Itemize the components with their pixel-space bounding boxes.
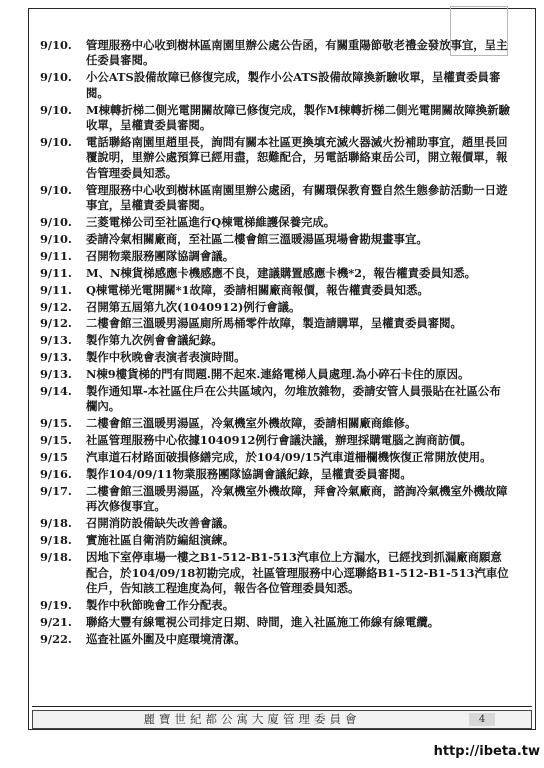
entry-date: 9/18. — [40, 516, 72, 531]
entry-text: 製作中秋節晚會工作分配表。 — [86, 597, 235, 612]
entry-text: 二樓會館三溫暖男湯區，冷氣機室外機故障，委請相關廠商維修。 — [86, 416, 417, 431]
log-entry — [40, 433, 510, 448]
entry-text: 實施社區自衛消防編組演練。 — [86, 533, 235, 548]
entry-text: N棟9樓貨梯的門有問題.開不起來.連絡電梯人員處理.為小碎石卡住的原因。 — [86, 367, 470, 382]
entry-text: 小公ATS設備故障已修復完成，製作小公ATS設備故障換新驗收單，呈權責委員審閱。 — [86, 70, 501, 100]
entry-date: 9/11. — [40, 265, 72, 280]
entry-text: M、N棟貨梯感應卡機感應不良，建議購置感應卡機*2，報告權責委員知悉。 — [86, 265, 477, 280]
entry-date: 9/10. — [40, 38, 72, 52]
entry-date: 9/17. — [40, 483, 72, 498]
entry-date: 9/21. — [40, 614, 72, 629]
entry-text: 製作通知單-本社區住戶在公共區域內，勿堆放雜物，委請安管人員張貼在社區公布欄內。 — [86, 384, 501, 414]
log-entry — [40, 533, 510, 548]
entry-date: 9/18. — [40, 550, 72, 565]
log-entry — [40, 416, 510, 431]
site-watermark: http://ibeta.tw — [433, 744, 540, 759]
entry-text: 召開第五屆第九次(1040912)例行會議。 — [86, 299, 301, 314]
log-entry — [40, 316, 510, 331]
entry-date: 9/12. — [40, 299, 72, 314]
log-entry — [40, 70, 510, 101]
log-entry — [40, 484, 510, 515]
entry-date: 9/18. — [40, 533, 72, 548]
footer-bar — [32, 710, 532, 729]
log-entry — [40, 103, 510, 134]
entry-date: 9/10. — [40, 231, 72, 246]
log-entry — [40, 450, 510, 465]
log-entry — [40, 598, 510, 613]
entry-text: 電話聯絡南園里趙里長，詢問有關本社區更換填充滅火器滅火扮補助事宜，趙里長回覆說明，里辦公處預算已經用盡，恕難配合，另電話聯絡東岳公司，開立報價單，報告管理委員知悉。 — [86, 134, 508, 180]
organization-name: 麗寶世紀都公寓大廈管理委員會 — [143, 712, 361, 726]
entry-text: 管理服務中心收到樹林區南園里辦公處函，有關環保教育暨自然生態參訪活動一日遊事宜，呈權責委員審閱。 — [86, 182, 508, 213]
entry-text: 巡查社區外圍及中庭環境清潔。 — [86, 631, 246, 646]
entry-text: 二樓會館三溫暖男湯區廁所馬桶零件故障，製造請購單，呈權責委員審閱。 — [86, 316, 462, 331]
entry-date: 9/15. — [40, 416, 72, 431]
page-number: 4 — [469, 713, 495, 726]
log-entries — [40, 38, 510, 649]
entry-date: 9/11. — [40, 282, 72, 297]
entry-text: 三菱電梯公司至社區進行Q棟電梯維護保養完成。 — [86, 214, 336, 229]
log-entry — [40, 215, 510, 230]
entry-text: 召開消防設備缺失改善會議。 — [86, 516, 235, 531]
entry-text: 管理服務中心收到樹林區南園里辦公處公告函，有關重陽節敬老禮金發放事宜，呈主任委員審閱。 — [86, 38, 508, 68]
log-entry — [40, 232, 510, 247]
entry-text: 因地下室停車場一樓之B1-512-B1-513汽車位上方漏水，已經找到抓漏廠商願意配合，於104/09/18初勘完成，社區管理服務中心逕聯絡B1-512-B1-513汽車位住戶，告知該工程進度為何，報告各位管理委員知悉。 — [86, 550, 509, 595]
entry-text: 製作104/09/11物業服務團隊協調會議紀錄，呈權責委員審閱。 — [86, 467, 412, 482]
entry-text: 社區管理服務中心依據1040912例行會議決議，辦理採購電腦之詢商訪價。 — [86, 433, 472, 448]
entry-text: 製作第九次例會會議紀錄。 — [86, 333, 223, 348]
entry-date: 9/10. — [40, 214, 72, 229]
log-entry — [40, 467, 510, 482]
entry-date: 9/10. — [40, 70, 72, 85]
entry-text: 汽車道石材路面破損修繕完成，於104/09/15汽車道柵欄機恢復正常開放使用。 — [86, 450, 492, 465]
log-entry — [40, 135, 510, 181]
log-entry — [40, 249, 510, 264]
log-entry — [40, 516, 510, 531]
log-entry — [40, 283, 510, 298]
entry-date: 9/15. — [40, 433, 72, 448]
log-entry — [40, 300, 510, 315]
entry-date: 9/22. — [40, 631, 72, 646]
entry-text: 聯絡大豐有線電視公司排定日期、時間，進入社區施工佈線有線電纜。 — [86, 614, 440, 629]
entry-date: 9/10. — [40, 134, 72, 149]
log-entry — [40, 615, 510, 630]
log-entry — [40, 632, 510, 647]
entry-date: 9/13. — [40, 367, 72, 382]
log-entry — [40, 350, 510, 365]
entry-text: 委請冷氣相關廠商，至社區二樓會館三溫暖湯區現場會勘規畫事宜。 — [86, 231, 428, 246]
entry-date: 9/10. — [40, 182, 72, 197]
entry-text: 製作中秋晚會表演者表演時間。 — [86, 350, 246, 365]
entry-date: 9/12. — [40, 316, 72, 331]
entry-date: 9/15 — [40, 450, 68, 465]
log-entry — [40, 550, 510, 596]
entry-text: 二樓會館三溫暖男湯區，冷氣機室外機故障，拜會冷氣廠商，諮詢冷氣機室外機故障再次修復事宜。 — [86, 483, 508, 514]
entry-text: 召開物業服務團隊協調會議。 — [86, 248, 235, 263]
entry-date: 9/10. — [40, 102, 72, 117]
log-entry — [40, 38, 510, 69]
log-entry — [40, 183, 510, 214]
entry-text: Q棟電梯光電開關*1故障，委請相關廠商報價，報告權責委員知悉。 — [86, 282, 429, 297]
entry-date: 9/16. — [40, 467, 72, 482]
log-entry — [40, 384, 510, 415]
entry-date: 9/13. — [40, 350, 72, 365]
entry-text: M棟轉折梯二側光電開關故障已修復完成，製作M棟轉折梯二側光電開關故障換新驗收單，呈權責委員審閱。 — [86, 102, 510, 133]
log-entry — [40, 367, 510, 382]
page-footer — [32, 706, 532, 729]
entry-date: 9/19. — [40, 597, 72, 612]
log-entry — [40, 266, 510, 281]
entry-date: 9/11. — [40, 248, 72, 263]
entry-date: 9/14. — [40, 384, 72, 399]
log-entry — [40, 333, 510, 348]
entry-date: 9/13. — [40, 333, 72, 348]
